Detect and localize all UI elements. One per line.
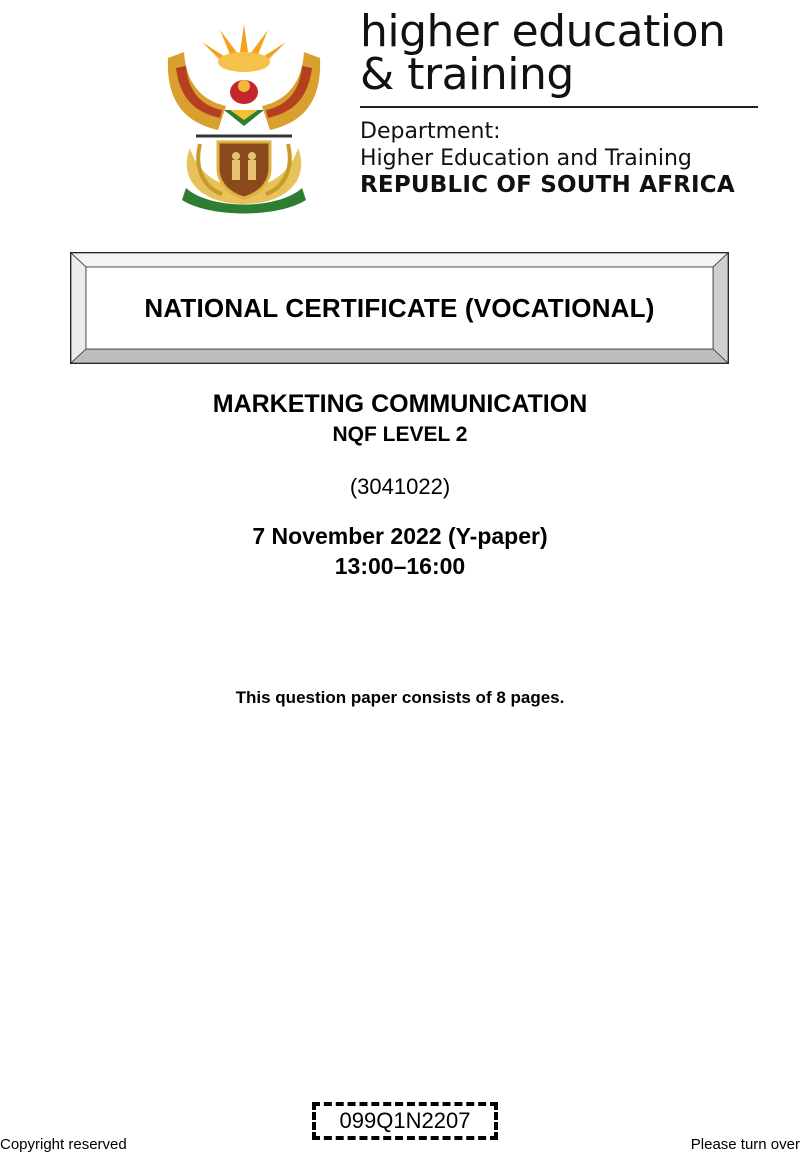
department-name: Higher Education and Training <box>360 146 692 171</box>
copyright-notice: Copyright reserved <box>0 1136 127 1153</box>
brand-line-2: & training <box>360 49 574 100</box>
paper-code-box <box>312 1102 498 1140</box>
brand-wordmark <box>360 6 726 100</box>
brand-divider <box>360 106 758 108</box>
subject-title: MARKETING COMMUNICATION <box>212 390 588 418</box>
page-count-note: This question paper consists of 8 pages. <box>235 688 565 707</box>
department-label: Department: <box>360 119 501 144</box>
exam-date: 7 November 2022 (Y-paper) <box>252 523 548 549</box>
nqf-level: NQF LEVEL 2 <box>332 423 468 446</box>
brand-line-1: higher education <box>360 6 726 57</box>
turn-over-note: Please turn over <box>690 1136 800 1153</box>
department-block <box>360 118 735 199</box>
paper-code: 099Q1N2207 <box>339 1108 471 1133</box>
coat-of-arms-icon <box>160 18 328 214</box>
country-name: REPUBLIC OF SOUTH AFRICA <box>360 172 735 198</box>
exam-time: 13:00–16:00 <box>334 553 466 579</box>
certificate-title: NATIONAL CERTIFICATE (VOCATIONAL) <box>144 292 655 323</box>
subject-code: (3041022) <box>349 474 451 499</box>
